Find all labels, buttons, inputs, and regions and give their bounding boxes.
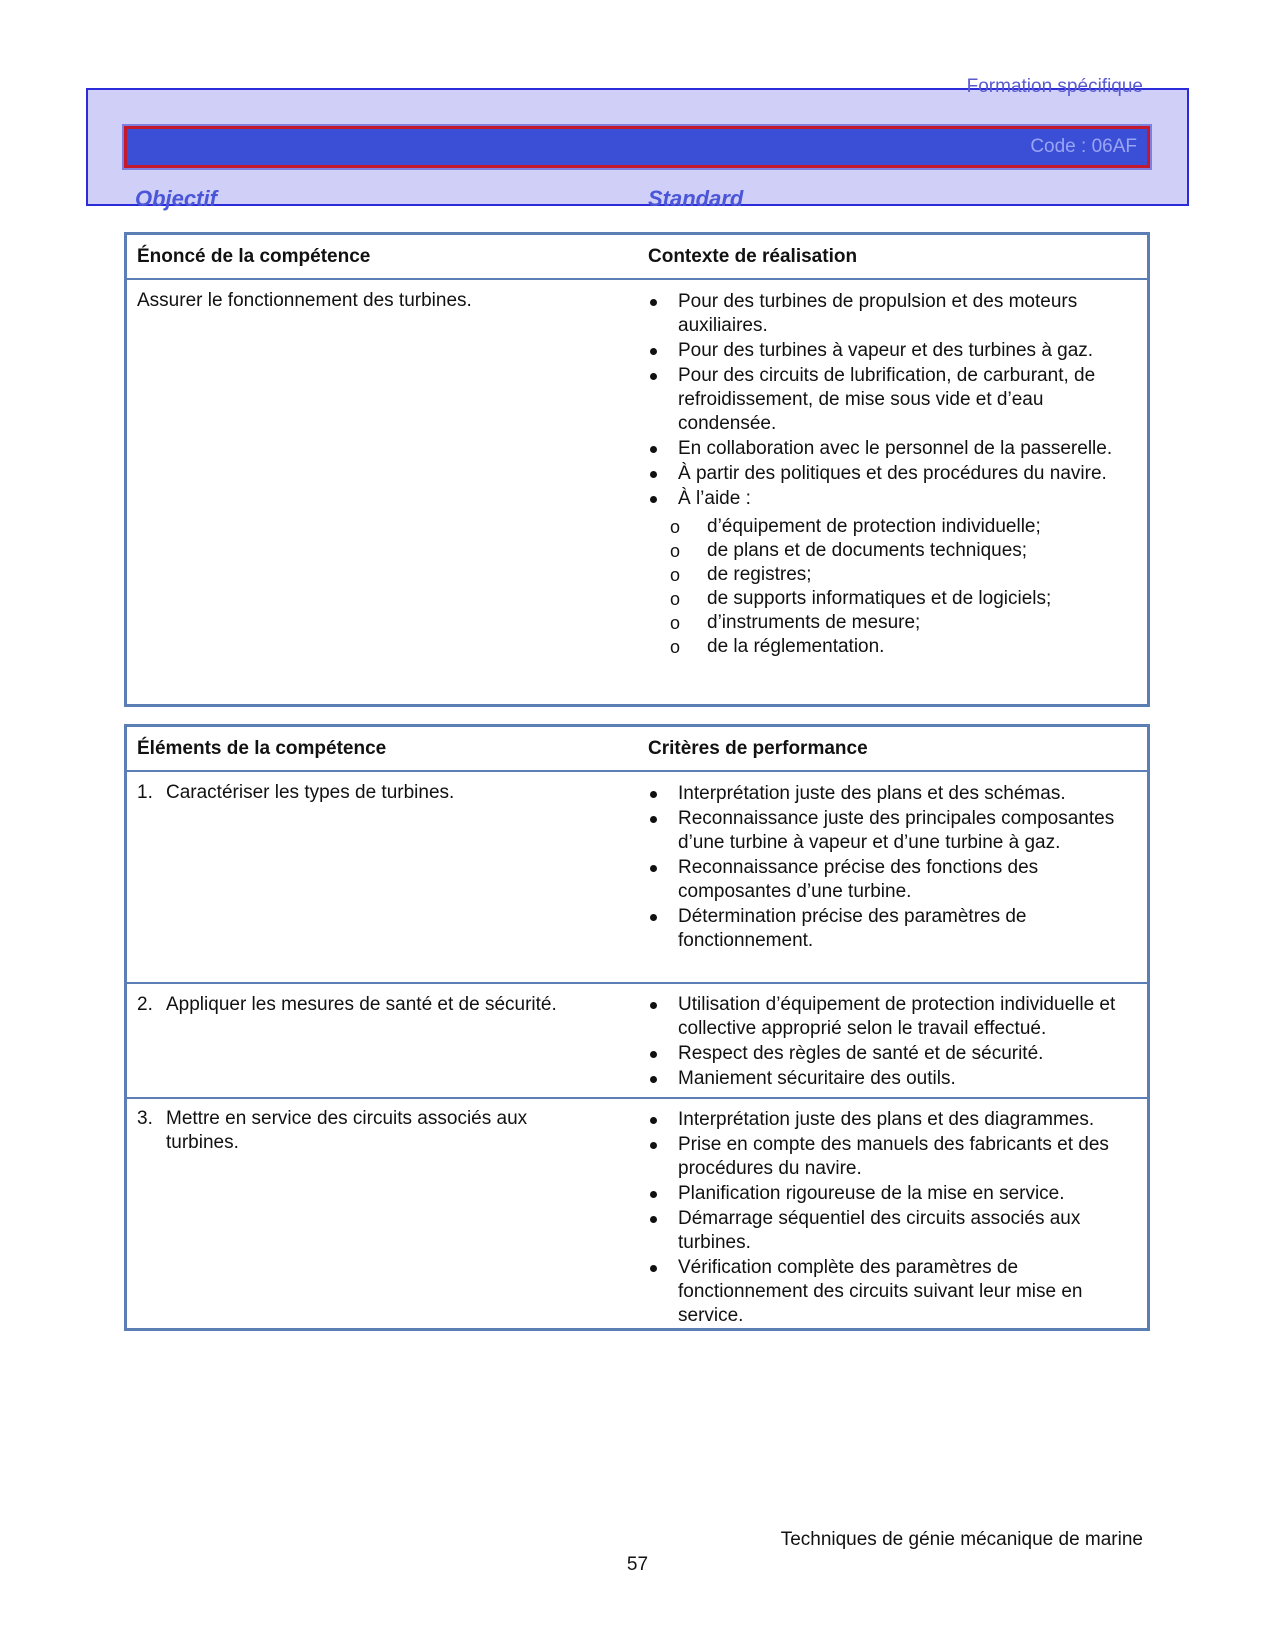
elements-header: Éléments de la compétence xyxy=(137,738,387,759)
element-number: 3. xyxy=(137,1108,153,1129)
list-item xyxy=(648,487,1138,659)
formation-label: Formation spécifique xyxy=(966,76,1143,97)
list-item: Planification rigoureuse de la mise en service. xyxy=(648,1182,1138,1206)
sublist-item: o de registres; xyxy=(648,563,1138,587)
aide-label: À l’aide : xyxy=(678,488,751,509)
contexte-header: Contexte de réalisation xyxy=(648,246,858,267)
page-number: 57 xyxy=(626,1554,649,1575)
sublist-item: o d’équipement de protection individuelle; xyxy=(648,515,1138,539)
program-footer: Techniques de génie mécanique de marine xyxy=(780,1529,1143,1550)
elements-table-header xyxy=(127,727,1147,772)
list-item: Interprétation juste des plans et des diagrammes. xyxy=(648,1108,1138,1132)
element-text: Appliquer les mesures de santé et de sécurité. xyxy=(166,994,557,1015)
competence-code: Code : 06AF xyxy=(1030,136,1137,157)
list-item: Pour des turbines de propulsion et des moteurs auxiliaires. xyxy=(648,290,1138,338)
enonce-header: Énoncé de la compétence xyxy=(137,246,371,267)
criteres-list-3 xyxy=(648,1108,1138,1329)
enonce-text: Assurer le fonctionnement des turbines. xyxy=(137,290,472,311)
code-bar xyxy=(124,126,1150,168)
list-item: Maniement sécuritaire des outils. xyxy=(648,1067,1138,1091)
element-text: Mettre en service des circuits associés aux turbines. xyxy=(166,1108,528,1153)
list-item: Démarrage séquentiel des circuits associés aux turbines. xyxy=(648,1207,1138,1255)
aide-sublist xyxy=(648,515,1138,659)
elements-table xyxy=(124,724,1150,1331)
row-divider xyxy=(127,1097,1147,1099)
sublist-item: o de la réglementation. xyxy=(648,635,1138,659)
enonce-table-header xyxy=(127,235,1147,280)
list-item: Pour des circuits de lubrification, de carburant, de refroidissement, de mise sous vide et d’eau condensée. xyxy=(648,364,1138,436)
criteres-header: Critères de performance xyxy=(648,738,868,759)
list-item: Respect des règles de santé et de sécurité. xyxy=(648,1042,1138,1066)
contexte-list xyxy=(648,290,1138,660)
objectif-label: Objectif xyxy=(135,186,217,211)
sublist-item: o d’instruments de mesure; xyxy=(648,611,1138,635)
list-item: En collaboration avec le personnel de la passerelle. xyxy=(648,437,1138,461)
list-item: Interprétation juste des plans et des schémas. xyxy=(648,782,1138,806)
list-item: Reconnaissance précise des fonctions des composantes d’une turbine. xyxy=(648,856,1138,904)
list-item: Reconnaissance juste des principales composantes d’une turbine à vapeur et d’une turbine à gaz. xyxy=(648,807,1138,855)
sublist-item: o de plans et de documents techniques; xyxy=(648,539,1138,563)
row-divider xyxy=(127,982,1147,984)
list-item: Utilisation d’équipement de protection individuelle et collective approprié selon le travail effectué. xyxy=(648,993,1138,1041)
criteres-list-1 xyxy=(648,782,1138,954)
list-item: Détermination précise des paramètres de fonctionnement. xyxy=(648,905,1138,953)
enonce-table xyxy=(124,232,1150,707)
criteres-list-2 xyxy=(648,993,1138,1092)
list-item: À partir des politiques et des procédures du navire. xyxy=(648,462,1138,486)
standard-label: Standard xyxy=(648,186,744,211)
element-number: 2. xyxy=(137,994,153,1015)
element-text: Caractériser les types de turbines. xyxy=(166,782,455,803)
list-item: Pour des turbines à vapeur et des turbines à gaz. xyxy=(648,339,1138,363)
element-number: 1. xyxy=(137,782,153,803)
list-item: Prise en compte des manuels des fabricants et des procédures du navire. xyxy=(648,1133,1138,1181)
list-item: Vérification complète des paramètres de fonctionnement des circuits suivant leur mise en service. xyxy=(648,1256,1138,1328)
sublist-item: o de supports informatiques et de logiciels; xyxy=(648,587,1138,611)
